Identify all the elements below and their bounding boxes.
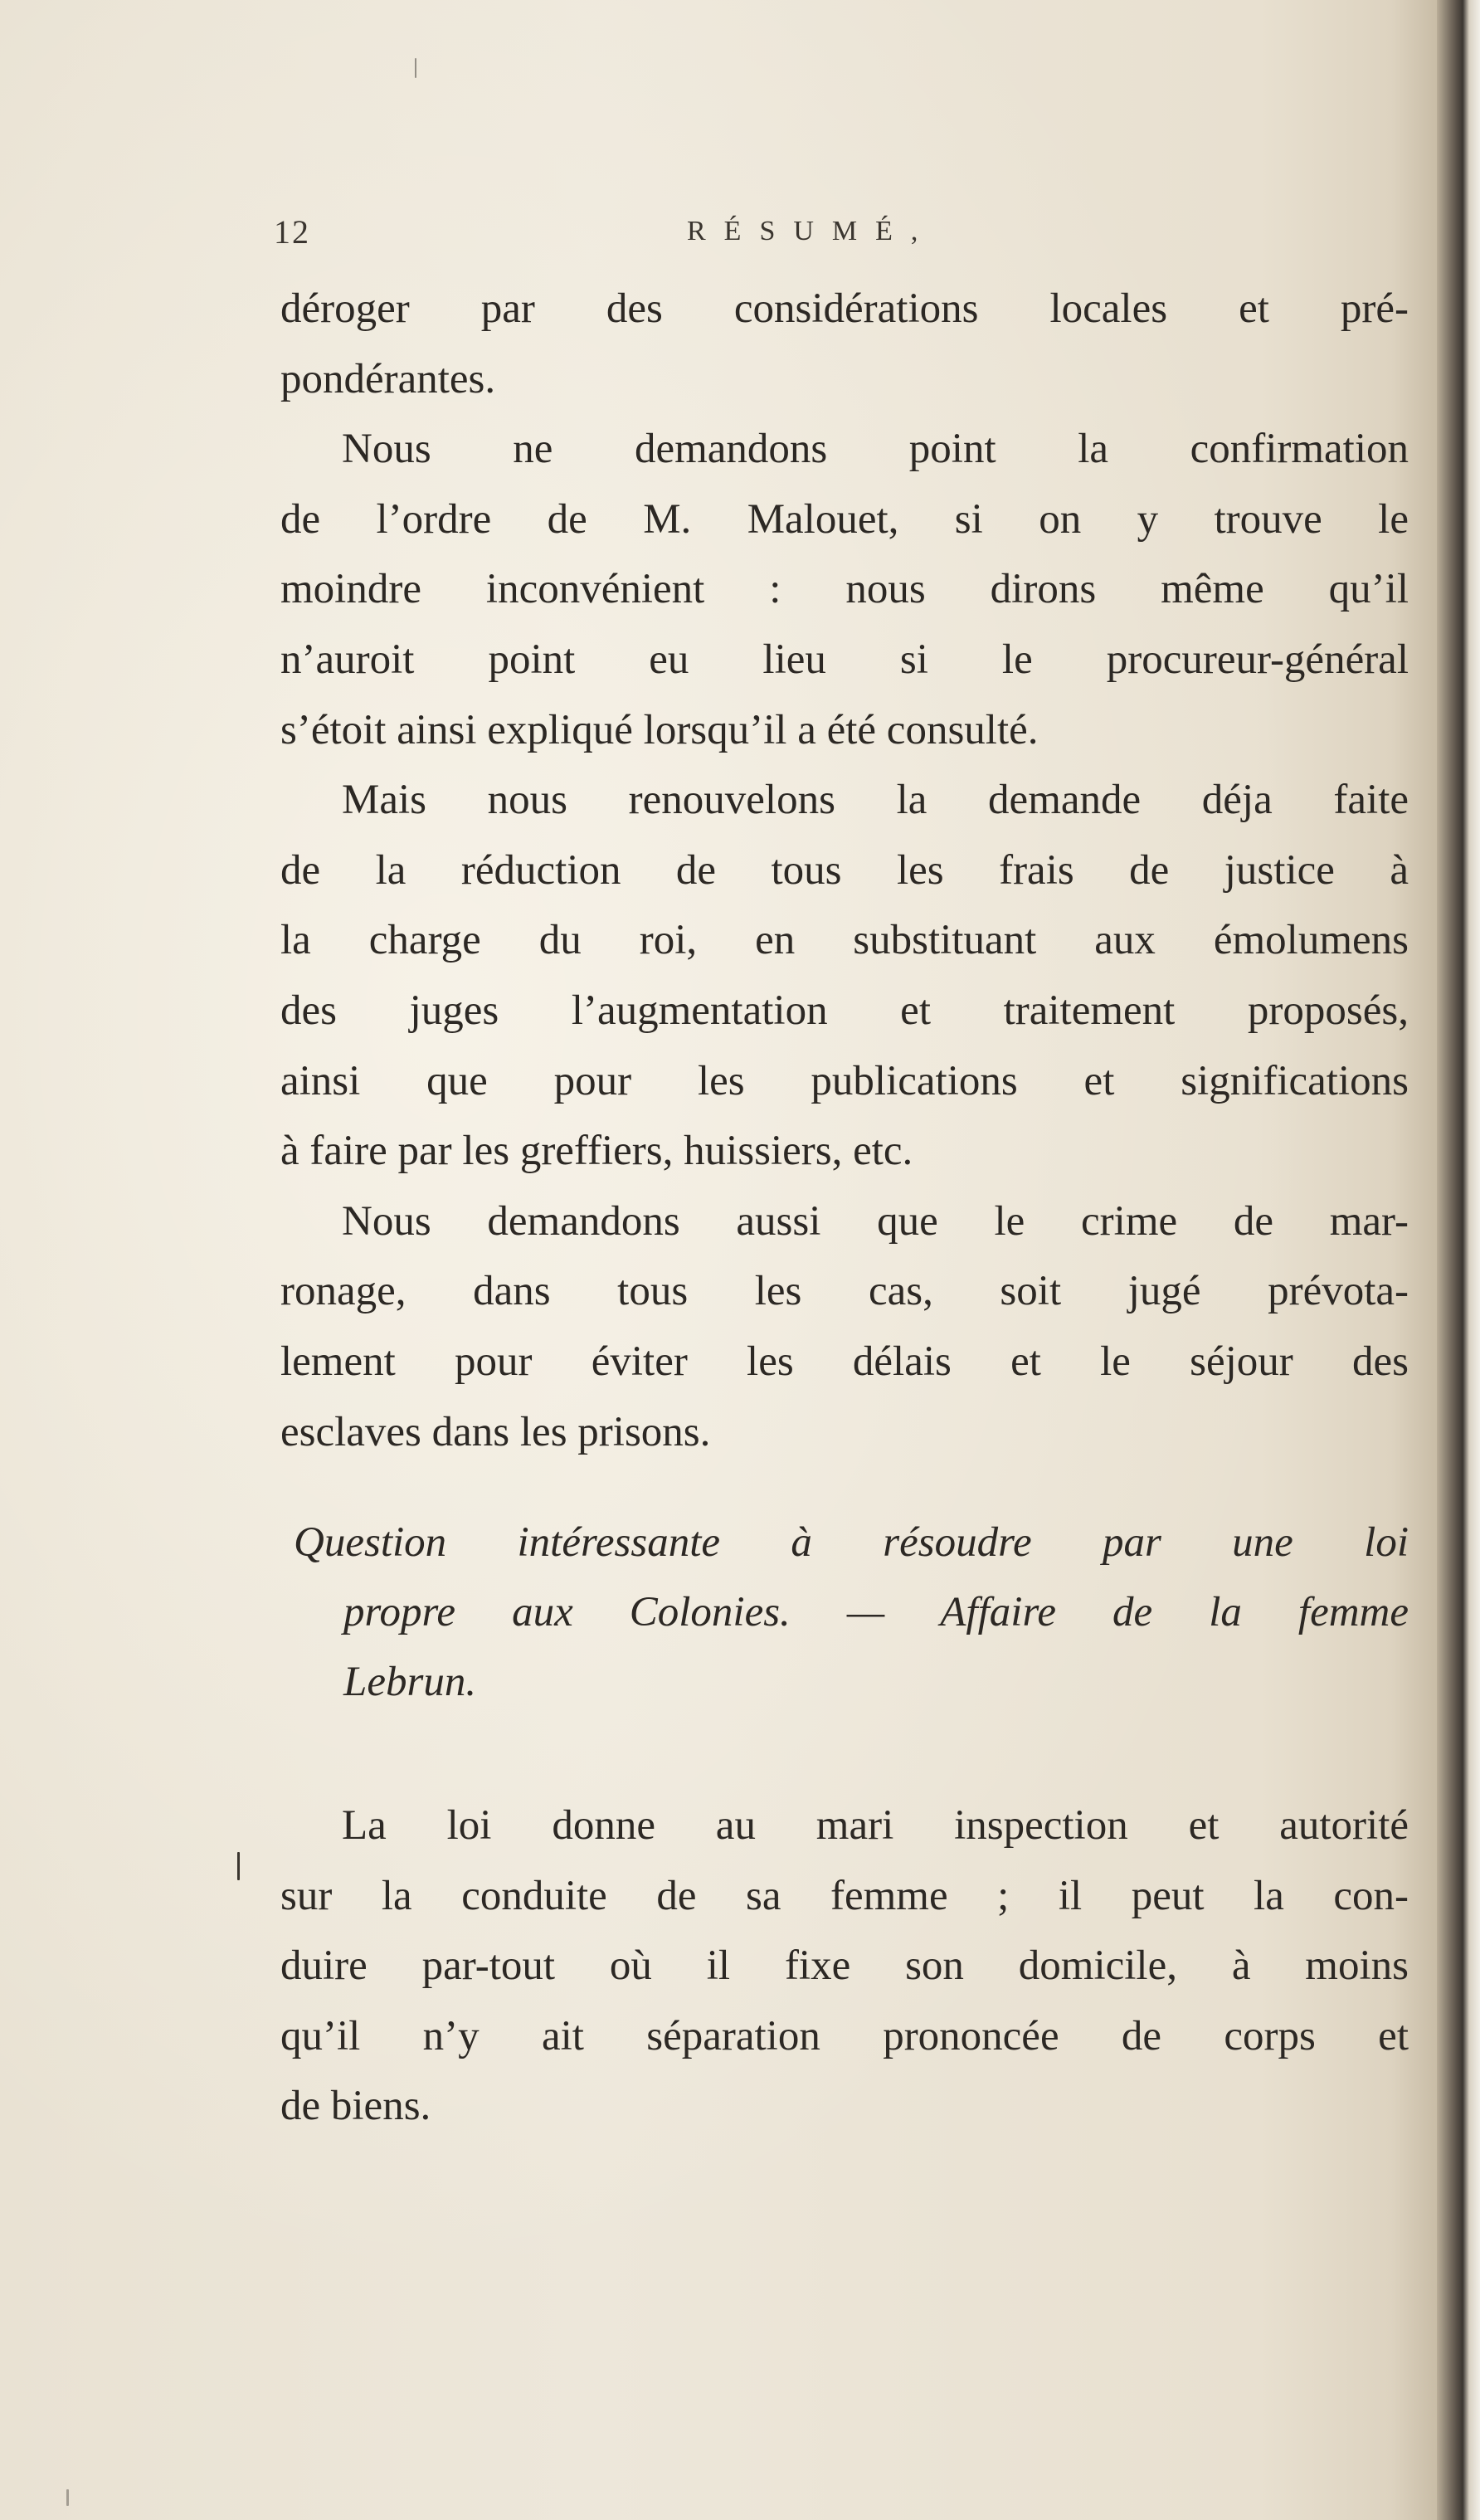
- heading-line: propre aux Colonies. — Affaire de la femme: [343, 1589, 1409, 1635]
- text-line: esclaves dans les prisons.: [280, 1408, 711, 1455]
- paragraph-2: [280, 1791, 1409, 2142]
- body-text: [280, 274, 1409, 1467]
- text-line: des juges l’augmentation et traitement proposés,: [280, 987, 1409, 1034]
- text-line: n’auroit point eu lieu si le procureur-général: [280, 636, 1409, 683]
- heading-line: Lebrun.: [343, 1659, 477, 1705]
- text-line: moindre inconvénient : nous dirons même qu’il: [280, 566, 1409, 613]
- section-heading: [294, 1508, 1409, 1717]
- text-line: à faire par les greffiers, huissiers, etc.: [280, 1128, 913, 1175]
- text-line: sur la conduite de sa femme ; il peut la con-: [280, 1872, 1409, 1919]
- text-line: lement pour éviter les délais et le séjour des: [280, 1338, 1409, 1385]
- text-line: duire par-tout où il fixe son domicile, à moins: [280, 1942, 1409, 1990]
- text-line: Nous ne demandons point la confirmation: [342, 426, 1409, 473]
- text-line: de la réduction de tous les frais de justice à: [280, 846, 1409, 894]
- text-line: ainsi que pour les publications et significations: [280, 1057, 1409, 1104]
- text-line: s’étoit ainsi expliqué lorsqu’il a été consulté.: [280, 706, 1039, 753]
- text-line: Nous demandons aussi que le crime de mar-: [342, 1197, 1409, 1245]
- text-line: La loi donne au mari inspection et autorité: [342, 1802, 1409, 1849]
- ink-speck: [237, 1852, 240, 1880]
- text-line: pondérantes.: [280, 355, 496, 402]
- text-line: Mais nous renouvelons la demande déja faite: [342, 777, 1409, 824]
- page-number: 12: [274, 213, 310, 251]
- text-line: de biens.: [280, 2083, 431, 2130]
- text-line: déroger par des considérations locales et pré-: [280, 285, 1409, 332]
- text-line: la charge du roi, en substituant aux émolumens: [280, 917, 1409, 964]
- running-head: [274, 212, 1402, 254]
- heading-line: Question intéressante à résoudre par une loi: [294, 1519, 1409, 1566]
- text-line: qu’il n’y ait séparation prononcée de corps et: [280, 2012, 1409, 2059]
- text-line: ronage, dans tous les cas, soit jugé prévota-: [280, 1268, 1409, 1315]
- ink-speck: [415, 58, 416, 78]
- running-head-title: RÉSUMÉ,: [687, 216, 937, 246]
- book-spine-edge: [1437, 0, 1480, 2520]
- ink-speck: [66, 2489, 69, 2506]
- text-line: de l’ordre de M. Malouet, si on y trouve le: [280, 495, 1409, 543]
